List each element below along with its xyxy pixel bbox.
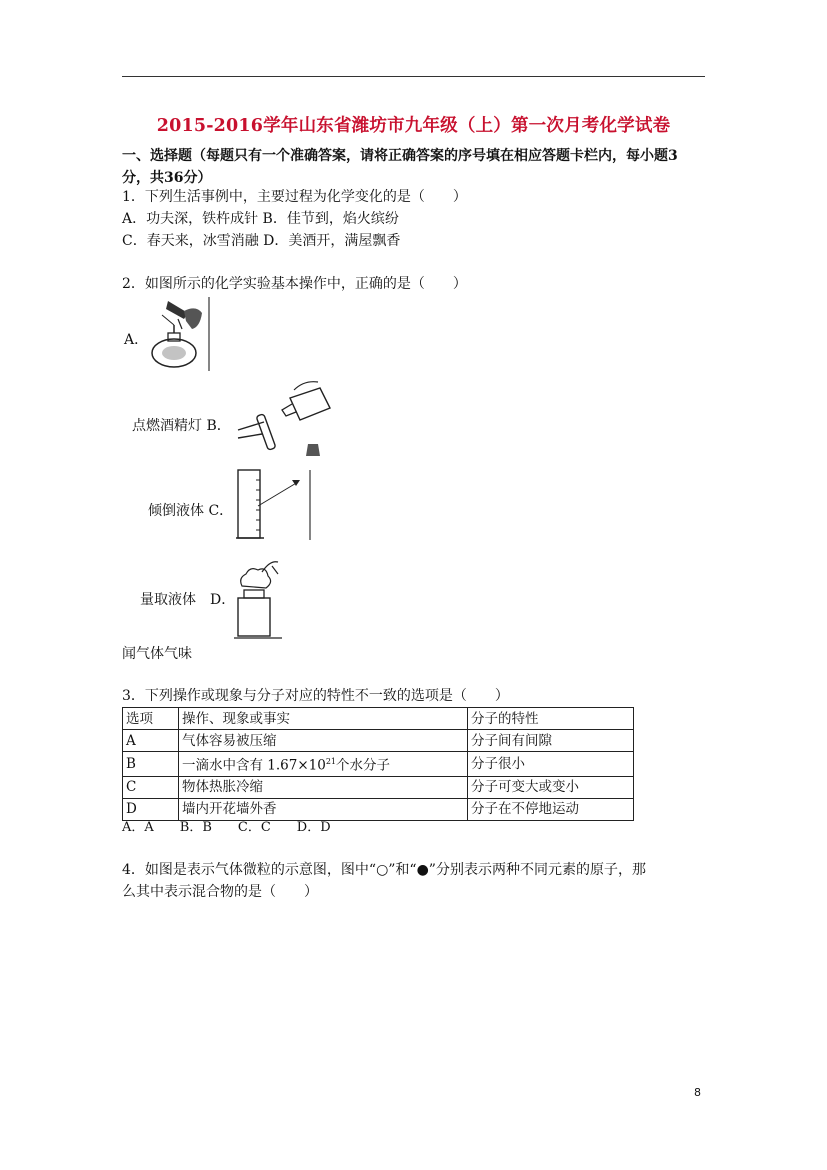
table-header-cell: 操作、现象或事实 [179, 708, 468, 730]
q2-option-c-label: 倾倒液体 C． [148, 503, 234, 519]
q1-options-ab: A．功夫深，铁杵成针 B．佳节到，焰火缤纷 [122, 211, 399, 227]
table-header-cell: 分子的特性 [468, 708, 634, 730]
table-row [123, 752, 634, 777]
table-row [123, 730, 634, 752]
q2-tail-text: 闻气体气味 [122, 646, 192, 662]
table-cell [179, 752, 468, 777]
q2-option-d-label: 量取液体 D． [140, 592, 236, 608]
table-cell: B [123, 752, 179, 777]
q3-options: A．A B．B C．C D．D [122, 820, 331, 835]
row-b-tail: 个水分子 [336, 757, 391, 774]
table-cell: 墙内开花墙外香 [179, 798, 468, 820]
q4-stem-line1: 4．如图是表示气体微粒的示意图，图中“○”和“●”分别表示两种不同元素的原子，那 [122, 862, 646, 878]
section1-heading-line1: 一、选择题（每题只有一个准确答案，请将正确答案的序号填在相应答题卡栏内，每小题3 [122, 148, 678, 164]
table-cell: 分子可变大或变小 [468, 776, 634, 798]
q4-stem-line2: 么其中表示混合物的是（ ） [122, 884, 318, 900]
table-header-cell: 选项 [123, 708, 179, 730]
row-b-text: 一滴水中含有 1.67×10 [182, 757, 326, 774]
measuring-cylinder-figure [234, 466, 314, 542]
table-cell: 物体热胀冷缩 [179, 776, 468, 798]
page-title: 2015-2016学年山东省潍坊市九年级（上）第一次月考化学试卷 [156, 116, 671, 136]
q2-stem: 2．如图所示的化学实验基本操作中，正确的是（ ） [122, 276, 467, 292]
pouring-liquid-figure [234, 380, 334, 464]
table-cell: 分子很小 [468, 752, 634, 777]
section1-heading-line2: 分，共36分） [122, 170, 212, 186]
table-row [123, 798, 634, 820]
table-cell: 分子间有间隙 [468, 730, 634, 752]
table-cell: D [123, 798, 179, 820]
q3-stem: 3．下列操作或现象与分子对应的特性不一致的选项是（ ） [122, 688, 509, 704]
q2-option-a-label: A． [124, 332, 149, 348]
table-row [123, 776, 634, 798]
table-cell: 气体容易被压缩 [179, 730, 468, 752]
q1-stem: 1．下列生活事例中，主要过程为化学变化的是（ ） [122, 189, 467, 205]
table-cell: A [123, 730, 179, 752]
table-cell: C [123, 776, 179, 798]
q2-option-b-label: 点燃酒精灯 B． [132, 418, 231, 434]
page-number: 8 [694, 1086, 701, 1099]
row-b-exponent: 21 [325, 757, 337, 766]
table-header-row [123, 708, 634, 730]
alcohol-lamp-figure [144, 295, 214, 373]
table-cell: 分子在不停地运动 [468, 798, 634, 820]
smelling-gas-figure [232, 556, 288, 642]
header-rule [122, 76, 705, 77]
q1-options-cd: C．春天来，冰雪消融 D．美酒开，满屋飘香 [122, 233, 401, 249]
q3-table [122, 707, 634, 821]
